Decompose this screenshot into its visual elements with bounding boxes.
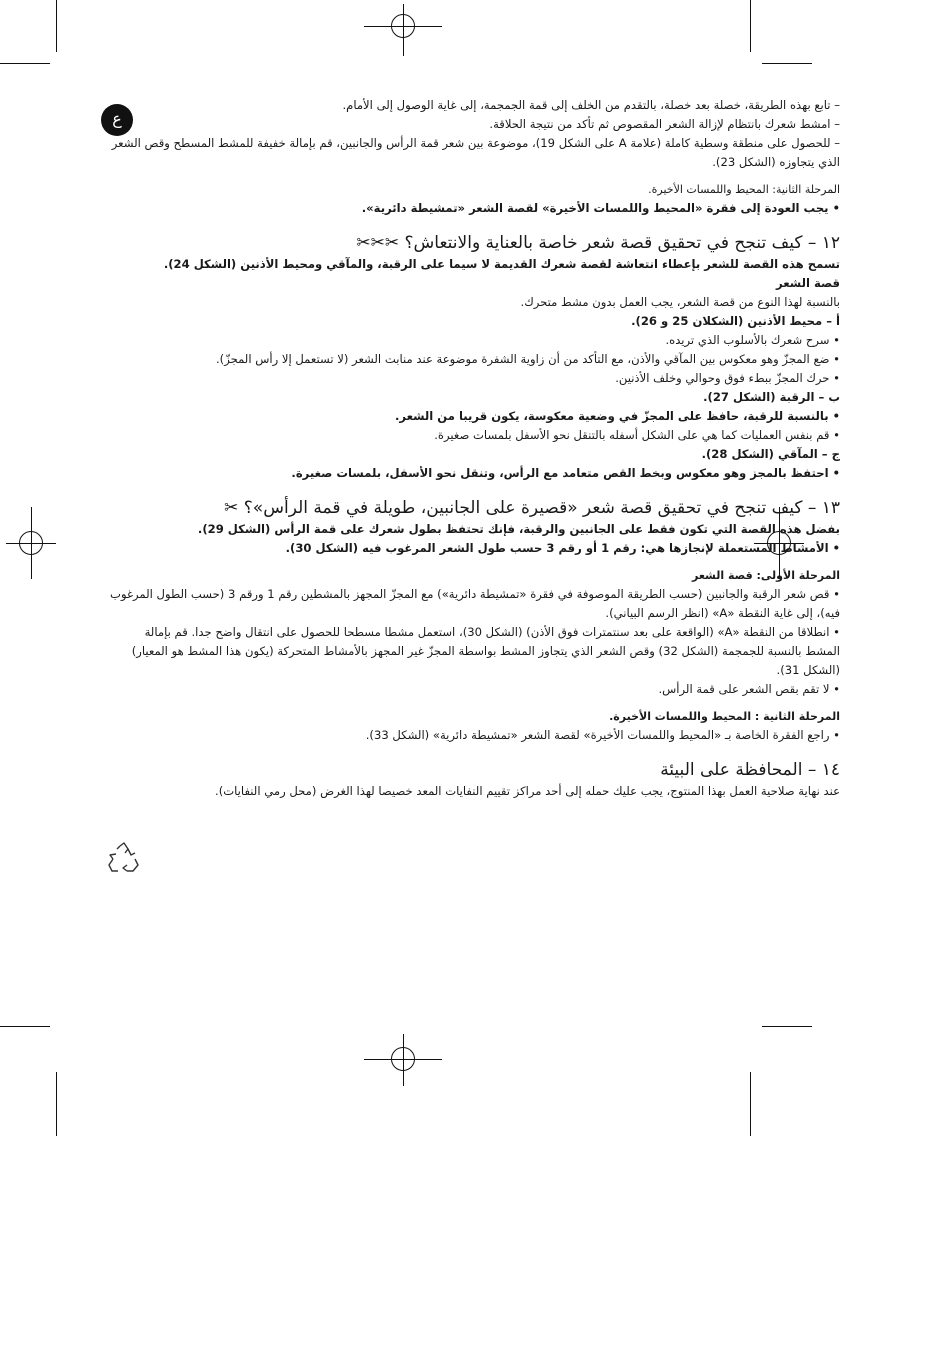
section-12-line: ج – المآقي (الشكل 28). xyxy=(701,447,840,461)
crop-mark xyxy=(750,1072,751,1136)
section-13-phase-one-line: • قص شعر الرقبة والجانبين (حسب الطريقة الموصوفة في فقرة «تمشيطة دائرية») مع المجزّ المجهز بالمشطين رقم 1 ورقم 3 (حسب الطول المرغوب فيه)، إلى غاية النقطة «A» (انظر الرسم البياني). xyxy=(110,587,840,620)
intro-line: – امشط شعرك بانتظام لإزالة الشعر المقصوص ثم تأكد من نتيجة الحلاقة. xyxy=(489,117,840,131)
section-13-intro: بفضل هذه القصة التي تكون فقط على الجانبين والرقبة، فإنك تحتفظ بطول شعرك على قمة الرأس (الشكل 29). xyxy=(197,522,840,536)
intro-line: – للحصول على منطقة وسطية كاملة (علامة A على الشكل 19)، موضوعة بين شعر قمة الرأس والجانبين، قم بإمالة خفيفة للمشط المسطح وقص الشعر الذي يتجاوزه (الشكل 23). xyxy=(111,136,840,169)
crop-mark xyxy=(750,0,751,52)
crop-mark xyxy=(0,1026,50,1027)
section-13-phase-one-line: • لا تقم بقص الشعر على قمة الرأس. xyxy=(658,682,840,696)
section-12-subheading: قصة الشعر xyxy=(776,276,840,290)
section-12-line: • احتفظ بالمجز وهو معكوس وبخط القص متعامد مع الرأس، وتنقل نحو الأسفل، بلمسات صغيرة. xyxy=(291,466,840,480)
recycle-icon xyxy=(107,841,141,875)
crop-mark xyxy=(0,63,50,64)
phase-two-bullet: • يجب العودة إلى فقرة «المحيط واللمسات الأخيرة» لقصة الشعر «تمشيطة دائرية». xyxy=(361,201,840,215)
language-badge: ع xyxy=(101,104,133,136)
section-12-title: ١٢ – كيف تنجح في تحقيق قصة شعر خاصة بالعناية والانتعاش؟ ✂✂✂ xyxy=(356,233,840,253)
section-13-phase-two-heading: المرحلة الثانية : المحيط واللمسات الأخيرة. xyxy=(609,710,840,723)
intro-line: – تابع بهذه الطريقة، خصلة بعد خصلة، بالتقدم من الخلف إلى قمة الجمجمة، إلى غاية الوصول إلى الأمام. xyxy=(342,98,840,112)
section-13-phase-one-line: • انطلاقا من النقطة «A» (الواقعة على بعد سنتمترات فوق الأذن) (الشكل 30)، استعمل مشطا مسطحا للحصول على انتقال واضح جدا. قم بإمالة المشط بالنسبة للجمجمة (الشكل 32) وقص الشعر الذي يتجاوز المشط بواسطة المجزّ غير المجهز بالأمشاط المتحركة (يكون هذا المشط هو المعيار) (الشكل 31). xyxy=(131,625,840,677)
section-13-combs: • الأمشاط المستعملة لإنجازها هي: رقم 1 أو رقم 3 حسب طول الشعر المرغوب فيه (الشكل 30). xyxy=(285,541,840,555)
crop-mark xyxy=(56,1072,57,1136)
section-13-phase-one-heading: المرحلة الأولى: قصة الشعر xyxy=(691,569,840,582)
section-14-title: ١٤ – المحافظة على البيئة xyxy=(660,760,840,780)
section-12-line: • قم بنفس العمليات كما هي على الشكل أسفله بالتنقل نحو الأسفل بلمسات صغيرة. xyxy=(434,428,840,442)
document-body xyxy=(110,96,840,801)
section-12-line: • بالنسبة للرقبة، حافظ على المجزّ في وضعية معكوسة، يكون قريبا من الشعر. xyxy=(394,409,840,423)
crop-mark xyxy=(762,63,812,64)
section-13-phase-two-bullet: • راجع الفقرة الخاصة بـ «المحيط واللمسات الأخيرة» لقصة الشعر «تمشيطة دائرية» (الشكل 33). xyxy=(365,728,840,742)
crop-mark xyxy=(56,0,57,52)
section-12-line: • سرح شعرك بالأسلوب الذي تريده. xyxy=(665,333,840,347)
crop-mark xyxy=(762,1026,812,1027)
section-12-line: أ – محيط الأذنين (الشكلان 25 و 26). xyxy=(631,314,840,328)
section-12-line: • حرك المجزّ ببطء فوق وحوالي وخلف الأذنين. xyxy=(615,371,840,385)
section-12-intro: تسمح هذه القصة للشعر بإعطاء انتعاشة لقصة شعرك القديمة لا سيما على الرقبة، والمآقي ومحيط الأذنين (الشكل 24). xyxy=(163,257,840,271)
section-12-line: ب – الرقبة (الشكل 27). xyxy=(703,390,840,404)
phase-two-heading: المرحلة الثانية: المحيط واللمسات الأخيرة. xyxy=(648,183,840,196)
section-14-body: عند نهاية صلاحية العمل بهذا المنتوج، يجب عليك حمله إلى أحد مراكز تقييم النفايات المعد خصيصا لهذا الغرض (محل رمي النفايات). xyxy=(215,784,840,798)
section-12-line: • ضع المجزّ وهو معكوس بين المآقي والأذن، مع التأكد من أن زاوية الشفرة موضوعة عند منابت الشعر (لا تستعمل إلا رأس المجزّ). xyxy=(216,352,840,366)
section-12-line: بالنسبة لهذا النوع من قصة الشعر، يجب العمل بدون مشط متحرك. xyxy=(520,295,840,309)
section-13-title: ١٣ – كيف تنجح في تحقيق قصة شعر «قصيرة على الجانبين، طويلة في قمة الرأس»؟ ✂ xyxy=(224,498,840,518)
